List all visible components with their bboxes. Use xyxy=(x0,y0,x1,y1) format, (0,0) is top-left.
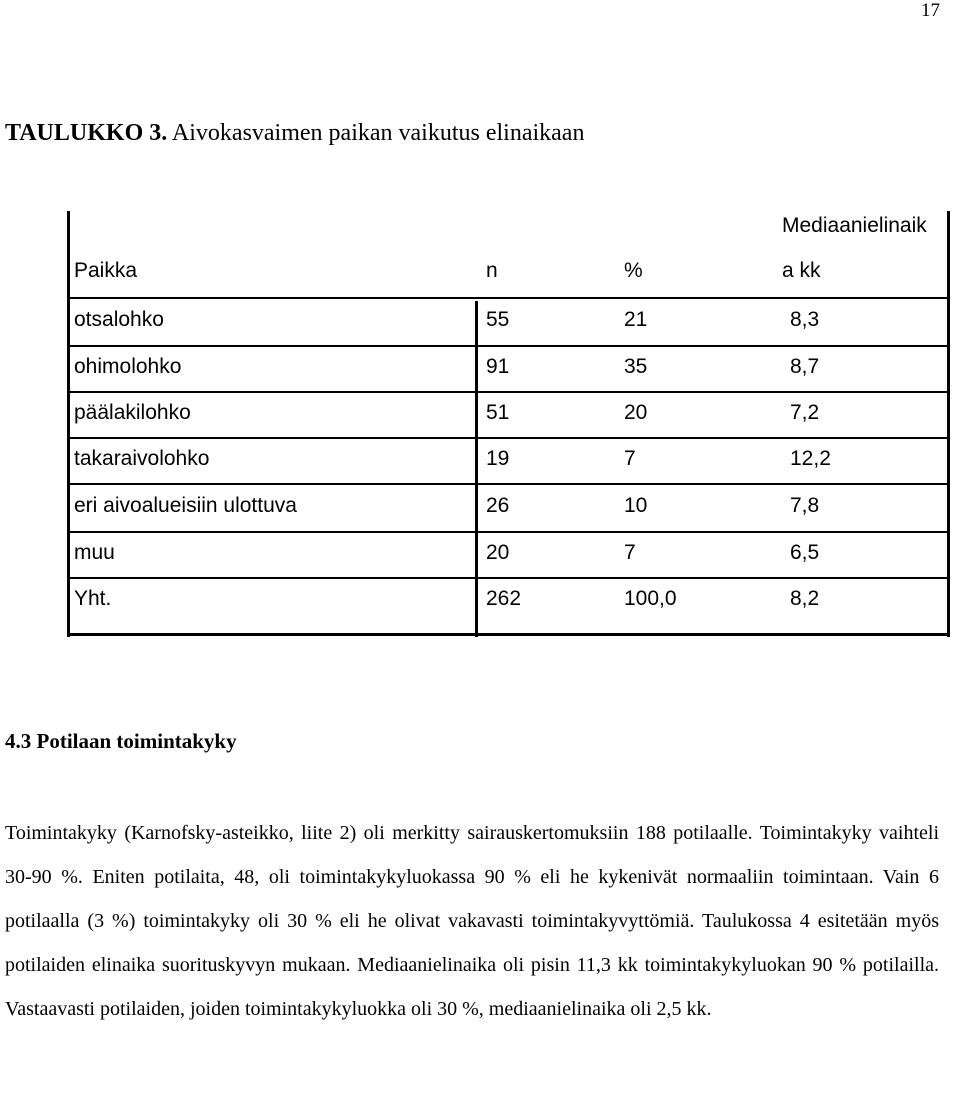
cell-median: 7,2 xyxy=(790,401,820,424)
cell-n-total: 262 xyxy=(486,587,522,610)
cell-median-total: 8,2 xyxy=(790,587,820,610)
table-rule xyxy=(70,297,950,299)
cell-n: 51 xyxy=(486,401,510,424)
cell-place: eri aivoalueisiin ulottuva xyxy=(74,494,297,517)
cell-place: ohimolohko xyxy=(74,355,182,378)
table-rule xyxy=(70,437,950,439)
cell-median: 12,2 xyxy=(790,447,831,470)
cell-percent-total: 100,0 xyxy=(624,587,677,610)
cell-percent: 10 xyxy=(624,494,648,517)
body-paragraph: Toimintakyky (Karnofsky-asteikko, liite 2) oli merkitty sairauskertomuksiin 188 potilaalle. Toimintakyky vaihteli 30‐90 %. Eniten potilaita, 48, oli toimintakykyluokassa 90 % eli he kykenivät normaaliin toimintaan. Vain 6 potilaalla (3 %) toimintakyky oli 30 % eli he olivat vakavasti toimintakyvyttömiä. Taulukossa 4 esitetään myös potilaiden elinaika suorituskyvyn mukaan. Mediaanielinaika oli pisin 11,3 kk toimintakykyluokan 90 % potilailla. Vastaavasti potilaiden, joiden toimintakykyluokka oli 30 %, mediaanielinaika oli 2,5 kk. xyxy=(5,822,939,1020)
header-n: n xyxy=(486,259,498,282)
table-title xyxy=(5,118,584,148)
cell-percent: 35 xyxy=(624,355,648,378)
table-border-right xyxy=(947,211,950,637)
table-rule xyxy=(70,577,950,579)
cell-n: 55 xyxy=(486,308,510,331)
cell-percent: 7 xyxy=(624,447,636,470)
cell-median: 8,7 xyxy=(790,355,820,378)
header-percent: % xyxy=(624,259,643,282)
page-number: 17 xyxy=(921,0,940,21)
table-title-label: TAULUKKO 3. xyxy=(5,120,168,146)
cell-place: muu xyxy=(74,541,115,564)
cell-place: otsalohko xyxy=(74,308,164,331)
section-heading: 4.3 Potilaan toimintakyky xyxy=(5,729,237,753)
table-rule xyxy=(70,483,950,485)
cell-median: 8,3 xyxy=(790,308,820,331)
cell-n: 20 xyxy=(486,541,510,564)
cell-place-total: Yht. xyxy=(74,587,112,610)
header-median-line1: Mediaanielinaik xyxy=(782,214,927,237)
cell-n: 91 xyxy=(486,355,510,378)
cell-place: päälakilohko xyxy=(74,401,191,424)
cell-median: 7,8 xyxy=(790,494,820,517)
cell-percent: 21 xyxy=(624,308,648,331)
cell-median: 6,5 xyxy=(790,541,820,564)
table-border-left xyxy=(67,211,70,637)
cell-percent: 20 xyxy=(624,401,648,424)
table-rule xyxy=(70,531,950,533)
cell-place: takaraivolohko xyxy=(74,447,210,470)
table-title-text: Aivokasvaimen paikan vaikutus elinaikaan xyxy=(167,120,585,146)
header-place: Paikka xyxy=(74,259,138,282)
table-border-bottom xyxy=(70,633,950,636)
cell-n: 26 xyxy=(486,494,510,517)
table-divider-n xyxy=(475,301,478,637)
header-median-line2: a kk xyxy=(782,259,821,282)
table-rule xyxy=(70,345,950,347)
cell-percent: 7 xyxy=(624,541,636,564)
cell-n: 19 xyxy=(486,447,510,470)
data-table xyxy=(70,211,950,635)
table-rule xyxy=(70,391,950,393)
